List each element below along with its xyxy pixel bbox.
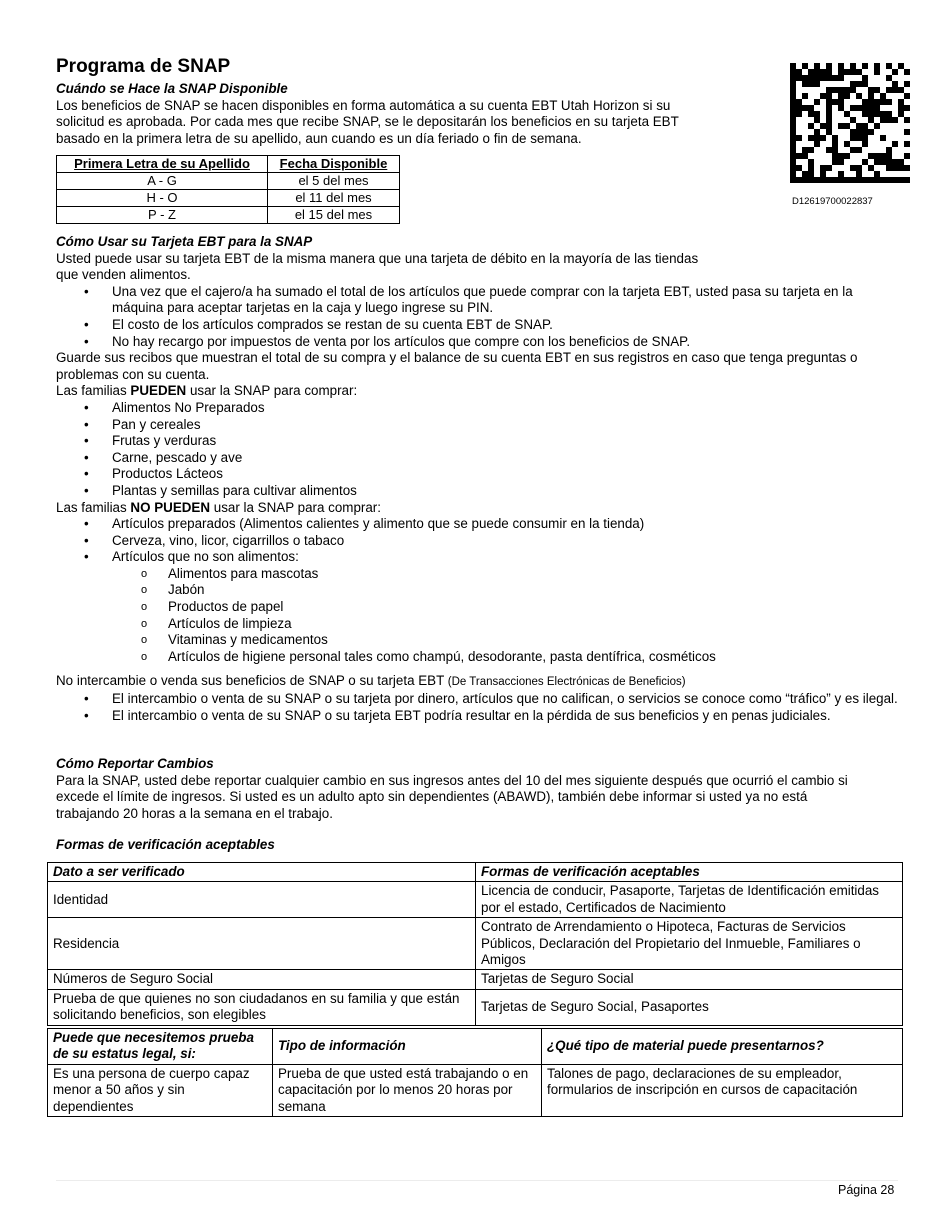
table-row (48, 989, 903, 1025)
list-item: • Una vez que el cajero/a ha sumado el total de los artículos que puede comprar con la tarjeta EBT, usted pasa su tarjeta en la máquina para aceptar tarjetas en la caja y luego ingrese su PIN. (56, 284, 898, 317)
can-buy-list (56, 400, 898, 500)
list-item: • Productos Lácteos (56, 466, 898, 483)
table-cell: H - O (57, 190, 268, 207)
list-item: • Artículos preparados (Alimentos calientes y alimento que se puede consumir en la tienda) (56, 516, 898, 533)
availability-line: solicitud es aprobada. Por cada mes que recibe SNAP, se le depositarán los beneficios en su tarjeta EBT (56, 114, 679, 130)
list-item: • Pan y cereales (56, 417, 898, 434)
report-line: trabajando 20 horas a la semana en el trabajo. (56, 805, 333, 821)
table-cell: Prueba de que quienes no son ciudadanos en su familia y que están solicitando beneficios, son elegibles (48, 989, 476, 1025)
report-changes-heading: Cómo Reportar Cambios (56, 756, 214, 771)
page-title: Programa de SNAP (56, 56, 231, 77)
ebt-intro: Usted puede usar su tarjeta EBT de la misma manera que una tarjeta de débito en la mayoría de las tiendas (56, 250, 699, 266)
table-row (57, 190, 400, 207)
datamatrix-barcode (790, 63, 910, 183)
table-cell: Tarjetas de Seguro Social, Pasaportes (476, 989, 903, 1025)
nonfood-list (56, 566, 898, 666)
list-item: • El costo de los artículos comprados se restan de su cuenta EBT de SNAP. (56, 317, 898, 334)
table-cell: Identidad (48, 882, 476, 918)
list-item: o Alimentos para mascotas (56, 566, 898, 583)
table-cell: Números de Seguro Social (48, 970, 476, 989)
verification-table (47, 862, 903, 1026)
list-item: o Jabón (56, 582, 898, 599)
trade-small: (De Transacciones Electrónicas de Beneficios) (447, 676, 686, 689)
list-item: • No hay recargo por impuestos de venta por los artículos que compre con los beneficios de SNAP. (56, 334, 898, 351)
trade-warning (56, 673, 898, 691)
list-item: o Artículos de higiene personal tales como champú, desodorante, pasta dentífrica, cosméticos (56, 649, 898, 666)
can-pre: Las familias (56, 383, 131, 399)
report-line: excede el límite de ingresos. Si usted es un adulto apto sin dependientes (ABAWD), también debe informar si usted ya no está (56, 789, 808, 805)
table-header-row (57, 156, 400, 173)
verification-heading: Formas de verificación aceptables (56, 837, 275, 852)
cannot-post: usar la SNAP para comprar: (210, 499, 381, 515)
availability-line: Los beneficios de SNAP se hacen disponibles en forma automática a su cuenta EBT Utah Horizon si su (56, 97, 671, 113)
list-item: • El intercambio o venta de su SNAP o su tarjeta EBT podría resultar en la pérdida de sus beneficios y en penas judiciales. (56, 708, 898, 725)
availability-heading: Cuándo se Hace la SNAP Disponible (56, 81, 288, 96)
table-cell: Es una persona de cuerpo capaz menor a 50 años y sin dependientes (48, 1064, 273, 1116)
ebt-usage-section (56, 234, 898, 724)
page-number: Página 28 (838, 1183, 895, 1197)
table-header-row (48, 1029, 903, 1065)
ebt-usage-list (56, 284, 898, 350)
table-cell: P - Z (57, 207, 268, 224)
col-header: Dato a ser verificado (48, 863, 476, 882)
col-header: Puede que necesitemos prueba de su estatus legal, si: (48, 1029, 273, 1065)
list-item: • Artículos que no son alimentos: (56, 549, 898, 566)
availability-section (56, 81, 756, 147)
can-buy-intro (56, 383, 898, 400)
availability-line: basado en la primera letra de su apellido, aun cuando es un día feriado o fin de semana. (56, 130, 582, 146)
table-row (48, 970, 903, 989)
table-row (57, 173, 400, 190)
list-item: • Carne, pescado y ave (56, 450, 898, 467)
cannot-pre: Las familias (56, 499, 131, 515)
table-cell: Residencia (48, 918, 476, 970)
receipt-note: Guarde sus recibos que muestran el total de su compra y el balance de su cuenta EBT en sus registros en caso que tenga preguntas o problemas con su cuenta. (56, 350, 858, 382)
cannot-buy-intro (56, 500, 898, 517)
barcode-id: D12619700022837 (792, 196, 873, 207)
table-cell: Tarjetas de Seguro Social (476, 970, 903, 989)
cannot-bold: NO PUEDEN (130, 499, 211, 515)
ebt-usage-heading: Cómo Usar su Tarjeta EBT para la SNAP (56, 234, 313, 249)
footer-divider (56, 1180, 898, 1181)
availability-table (56, 155, 400, 224)
table-row (57, 207, 400, 224)
trade-main: No intercambie o venda sus beneficios de SNAP o su tarjeta EBT (56, 673, 448, 689)
table-cell: Contrato de Arrendamiento o Hipoteca, Facturas de Servicios Públicos, Declaración del Propietario del Inmueble, Familiares o Amigos (476, 918, 903, 970)
col-header: Primera Letra de su Apellido (57, 156, 268, 173)
list-item: • El intercambio o venta de su SNAP o su tarjeta por dinero, artículos que no califican, o servicios se conoce como “tráfico” y es ilegal. (56, 691, 898, 708)
list-item: • Cerveza, vino, licor, cigarrillos o tabaco (56, 533, 898, 550)
trade-list (56, 691, 898, 724)
cannot-buy-list (56, 516, 898, 566)
table-cell: el 5 del mes (268, 173, 400, 190)
col-header: Tipo de información (273, 1029, 542, 1065)
list-item: o Productos de papel (56, 599, 898, 616)
report-line: Para la SNAP, usted debe reportar cualquier cambio en sus ingresos antes del 10 del mes siguiente después que ocurrió el cambio si (56, 772, 848, 788)
list-item: o Artículos de limpieza (56, 616, 898, 633)
ebt-intro: que venden alimentos. (56, 267, 191, 283)
can-bold: PUEDEN (130, 383, 187, 399)
list-item: • Plantas y semillas para cultivar alimentos (56, 483, 898, 500)
table-row (48, 882, 903, 918)
table-row (48, 1064, 903, 1116)
table-row (48, 918, 903, 970)
table-cell: A - G (57, 173, 268, 190)
list-item: • Alimentos No Preparados (56, 400, 898, 417)
table-cell: Talones de pago, declaraciones de su empleador, formularios de inscripción en cursos de capacitación (542, 1064, 903, 1116)
list-item: o Vitaminas y medicamentos (56, 632, 898, 649)
table-cell: Prueba de que usted está trabajando o en capacitación por lo menos 20 horas por semana (273, 1064, 542, 1116)
table-cell: Licencia de conducir, Pasaporte, Tarjetas de Identificación emitidas por el estado, Certificados de Nacimiento (476, 882, 903, 918)
can-post: usar la SNAP para comprar: (186, 383, 358, 399)
col-header: Fecha Disponible (268, 156, 400, 173)
table-header-row (48, 863, 903, 882)
table-cell: el 15 del mes (268, 207, 400, 224)
table-cell: el 11 del mes (268, 190, 400, 207)
report-changes-section (56, 756, 898, 822)
list-item: • Frutas y verduras (56, 433, 898, 450)
col-header: Formas de verificación aceptables (476, 863, 903, 882)
legal-status-table (47, 1028, 903, 1117)
col-header: ¿Qué tipo de material puede presentarnos? (542, 1029, 903, 1065)
